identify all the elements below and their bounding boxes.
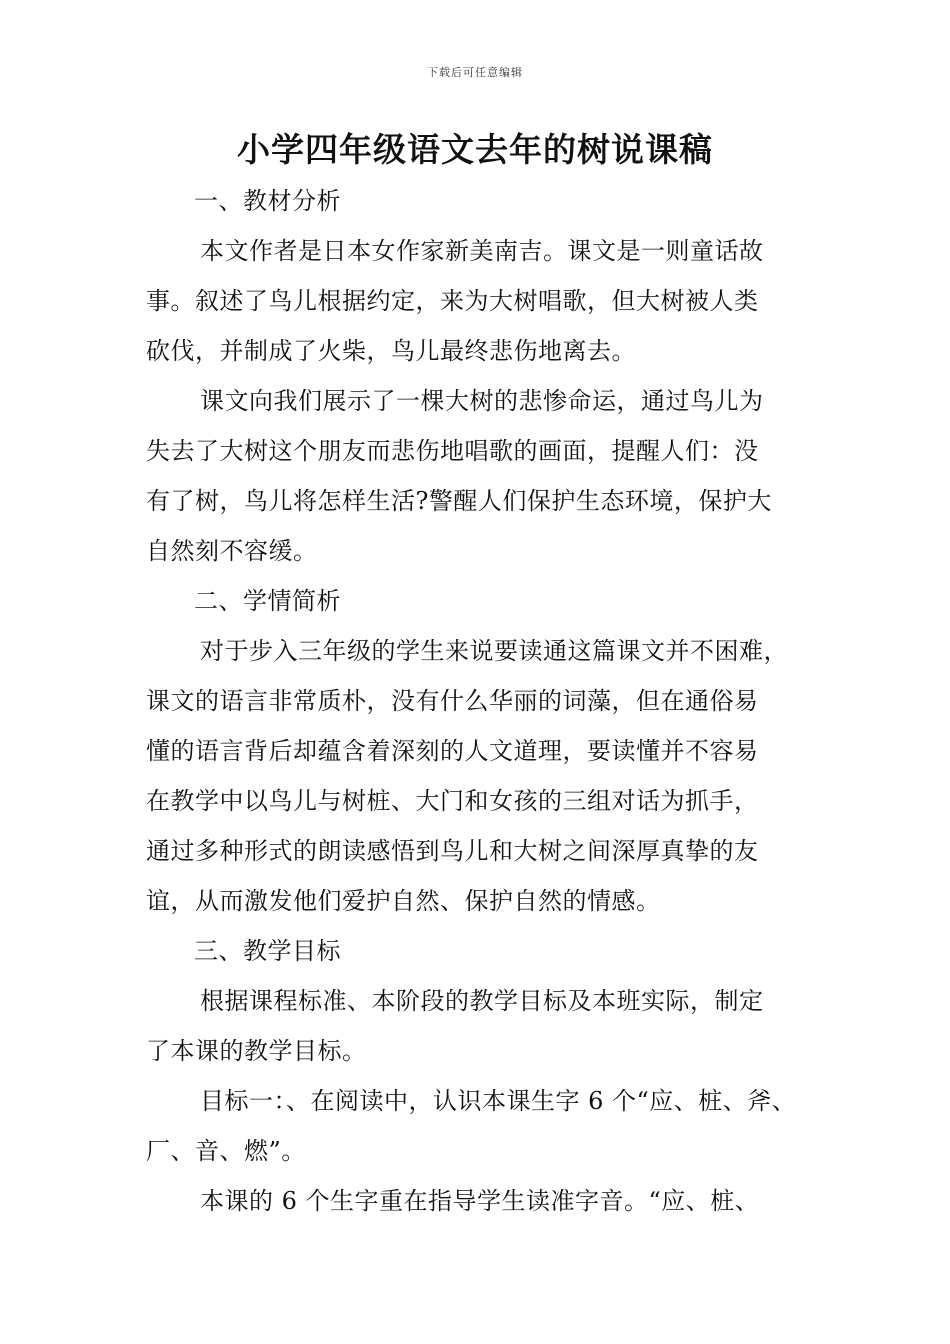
text-line: 有了树，鸟儿将怎样生活?警醒人们保护生态环境，保护大 [146, 487, 772, 515]
header-note: 下载后可任意编辑 [427, 66, 523, 79]
text-line: 自然刻不容缓。 [146, 537, 318, 565]
text-line: 事。叙述了鸟儿根据约定，来为大树唱歌，但大树被人类 [146, 287, 759, 315]
text-line: 二、学情简析 [194, 587, 341, 615]
text-line: 对于步入三年级的学生来说要读通这篇课文并不困难， [200, 637, 788, 665]
text-line: 砍伐，并制成了火柴，鸟儿最终悲伤地离去。 [146, 337, 636, 365]
text-line: 厂、音、燃”。 [146, 1137, 306, 1165]
document-body [146, 176, 826, 1226]
text-line: 三、教学目标 [194, 937, 341, 965]
text-line: 在教学中以鸟儿与树桩、大门和女孩的三组对话为抓手， [146, 787, 759, 815]
text-line: 谊，从而激发他们爱护自然、保护自然的情感。 [146, 887, 661, 915]
text-line: 课文的语言非常质朴，没有什么华丽的词藻，但在通俗易 [146, 687, 759, 715]
text-line: 课文向我们展示了一棵大树的悲惨命运，通过鸟儿为 [200, 387, 764, 415]
text-line: 目标一：、在阅读中，认识本课生字 6 个“应、桩、斧、 [200, 1087, 797, 1115]
text-line: 一、教材分析 [194, 187, 341, 215]
document-title: 小学四年级语文去年的树说课稿 [237, 130, 713, 169]
text-line: 失去了大树这个朋友而悲伤地唱歌的画面，提醒人们：没 [146, 437, 759, 465]
text-line: 本文作者是日本女作家新美南吉。课文是一则童话故 [200, 237, 764, 265]
text-line: 懂的语言背后却蕴含着深刻的人文道理，要读懂并不容易 [146, 737, 759, 765]
text-line: 本课的 6 个生字重在指导学生读准字音。“应、桩、 [200, 1187, 760, 1215]
text-line: 了本课的教学目标。 [146, 1037, 367, 1065]
text-line: 根据课程标准、本阶段的教学目标及本班实际，制定 [200, 987, 764, 1015]
text-line: 通过多种形式的朗读感悟到鸟儿和大树之间深厚真挚的友 [146, 837, 759, 865]
